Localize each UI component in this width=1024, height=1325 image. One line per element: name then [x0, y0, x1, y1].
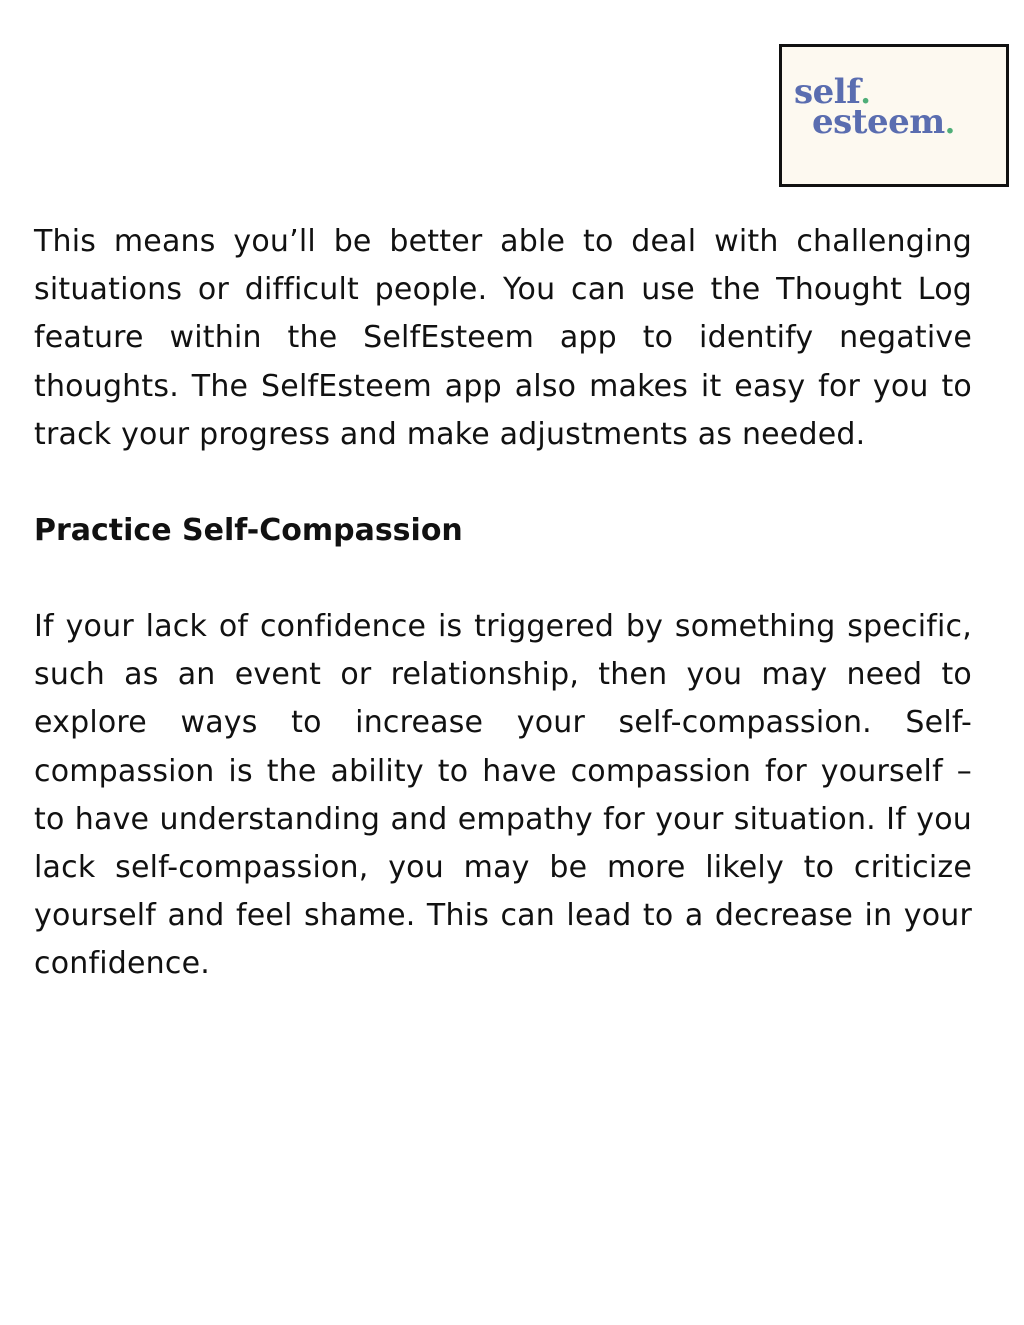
logo-word-esteem: esteem	[812, 102, 945, 142]
logo-word-self: self	[794, 72, 861, 112]
paragraph-self-compassion: If your lack of confidence is triggered by something specific, such as an event or relationship, then you may need to explore ways to increase your self-compassion. Self-compassion is the ability to have compassion for yourself – to have understanding and empathy for your situation. If you lack self-compassion, you may be more likely to criticize yourself and feel shame. This can lead to a decrease in your confidence.	[34, 609, 972, 982]
article-body	[34, 218, 972, 989]
selfesteem-logo	[779, 44, 1009, 187]
paragraph-thought-log: This means you’ll be better able to deal with challenging situations or difficult people. You can use the Thought Log feature within the SelfEsteem app to identify negative thoughts. The SelfEsteem app also makes it easy for you to track your progress and make adjustments as needed.	[34, 224, 972, 452]
logo-dot: .	[860, 76, 871, 111]
section-heading: Practice Self-Compassion	[34, 513, 463, 549]
logo-dot: .	[944, 106, 955, 141]
logo-line-esteem	[812, 102, 955, 142]
